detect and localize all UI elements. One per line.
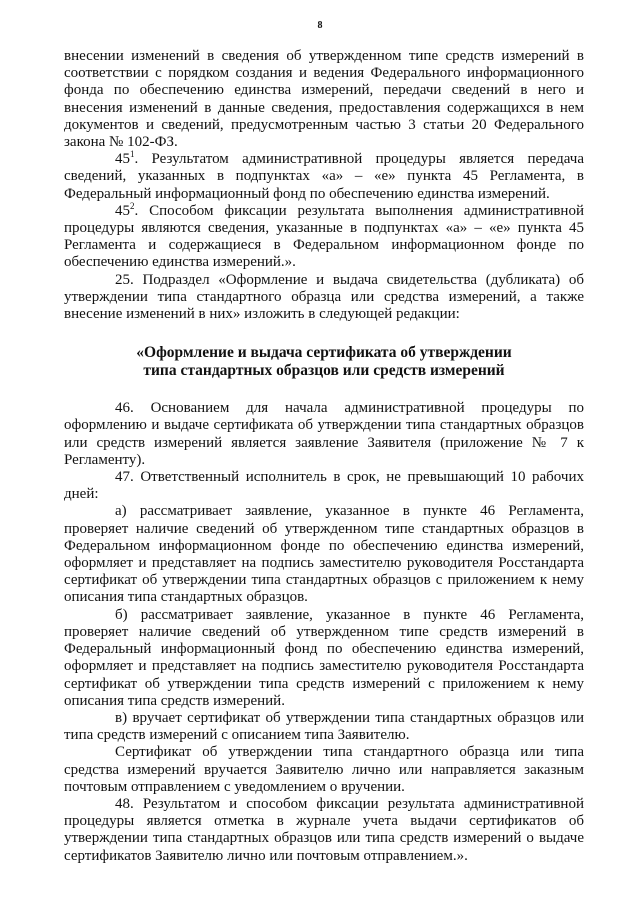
paragraph-certificate: Сертификат об утверждении типа стандартного образца или типа средства измерений вручается Заявителю лично или направляется заказным почтовым отправлением с уведомлением о вручении. [64,744,584,795]
paragraph-48: 48. Результатом и способом фиксации результата административной процедуры является отметка в журнале учета выдачи сертификатов об утверждении типа стандартных образцов или типа средств измерений о выдаче сертификатов Заявителю лично или почтовым отправлением.». [64,795,584,864]
paragraph-47: 47. Ответственный исполнитель в срок, не превышающий 10 рабочих дней: [64,469,584,503]
paragraph-25: 25. Подраздел «Оформление и выдача свидетельства (дубликата) об утверждении типа стандартного образца или средства измерений, а также внесение изменений в них» изложить в следующей редакции: [64,271,584,323]
paragraph-continuation: внесении изменений в сведения об утвержденном типе средств измерений в соответствии с порядком создания и ведения Федерального информационного фонда по обеспечению единства измерений, передачи сведений в него и внесения изменений в данные сведения, предоставления содержащихся в нем документов и сведений, предусмотренным частью 3 статьи 20 Федерального закона № 102-ФЗ. [64,48,584,151]
paragraph-47-b: б) рассматривает заявление, указанное в пункте 46 Регламента, проверяет наличие сведений об утвержденном типе средств измерений в Федеральный информационный фонд по обеспечению единства измерений, оформляет и представляет на подпись заместителю руководителя Росстандарта сертификат об утверждении типа средств измерений с приложением к нему описания типа средств измерений. [64,606,584,709]
item-separator: . [134,151,152,168]
paragraph-text: Способом фиксации результата выполнения административной процедуры являются сведения, указанные в подпунктах «а» – «е» пункта 45 Регламента и содержащиеся в Федеральном информационном фонде по обеспечению единства измерений.». [64,202,584,271]
paragraph-45-2 [64,200,584,272]
paragraph-47-v: в) вручает сертификат об утверждении типа стандартных образцов или типа средств измерений с описанием типа Заявителю. [64,709,584,744]
item-number: 45 [115,151,130,168]
paragraph-text: Результатом административной процедуры является передача сведений, указанных в подпунктах «а» – «е» пункта 45 Регламента, в Федеральный информационный фонд по обеспечению единства измерений. [64,151,585,202]
item-superscript: 2 [130,200,135,211]
heading-line-2: типа стандартных образцов или средств измерений [143,362,505,380]
item-number: 45 [115,202,130,219]
page-number: 8 [317,20,323,31]
item-superscript: 1 [130,149,135,160]
document-body [64,48,584,865]
heading-line-1: «Оформление и выдача сертификата об утверждении [136,344,512,362]
paragraph-45-1 [64,151,584,203]
paragraph-47-a: а) рассматривает заявление, указанное в пункте 46 Регламента, проверяет наличие сведений об утвержденном типе стандартных образцов в Федеральном информационном фонде по обеспечению единства измерений, оформляет и представляет на подпись заместителю руководителя Росстандарта сертификат об утверждении типа стандартных образцов с приложением к нему описания типа стандартных образцов. [64,503,584,606]
item-separator: . [134,202,150,219]
section-heading [64,344,584,380]
paragraph-46: 46. Основанием для начала административной процедуры по оформлению и выдаче сертификата об утверждении типа стандартных образцов или средств измерений является заявление Заявителя (приложение № 7 к Регламенту). [64,400,584,468]
